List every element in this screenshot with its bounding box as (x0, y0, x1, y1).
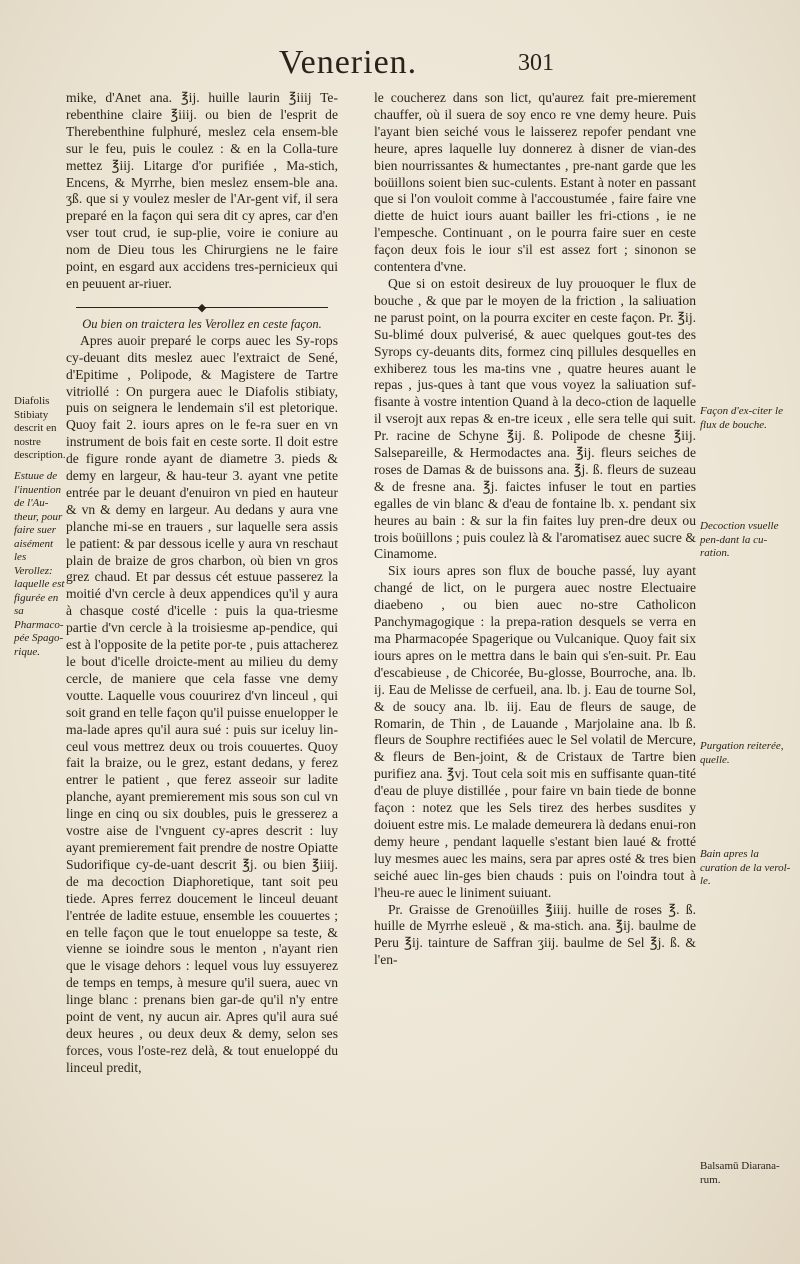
left-column (66, 90, 338, 1077)
page-number: 301 (518, 50, 554, 76)
margin-note-right-4: Bain apres la curation de la verol-le. (700, 848, 791, 887)
margin-note-right-1: Façon d'ex-citer le flux de bouche. (700, 405, 783, 431)
right-paragraph-1: le coucherez dans son lict, qu'aurez fait pre-mierement chauffer, où il suera de soy enco re vne demy heure. Puis l'ayant bien seiché vous le laisserez repofer pendant vne heure, apres laquelle luy donnerez à disner de vian-des bien nourrissantes & humectantes , pre-nant garde que les boüillons soient bien suc-culents. Estant à noter en passant que si l'on vouloit comme à l'accoustumée , faire faire vne diette de huict iours auant bailler les fri-ctions , ie ne l'empesche. Continuant , on le pourra faire suer en ceste façon deux fois le iour s'il est assez fort ; sinonon se contentera d'vne. (374, 90, 696, 275)
running-title: Venerien. (278, 44, 418, 81)
section-divider (76, 301, 328, 314)
margin-note-right-2: Decoction vsuelle pen-dant la cu-ration. (700, 520, 779, 559)
left-paragraph-2: Apres auoir preparé le corps auec les Sy-rops cy-deuant dits meslez auec l'extraict de Sené, d'Epitime , Polipode, & Magistere de Tartre vitriollé : On purgera auec le Diafolis stibiaty, puis on seignera le lendemain s'il est pletorique. Quoy fait 2. iours apres on le fe-ra suer en vn instrument de bois fait en ceste sorte. Il doit estre de figure ronde ayant de diametre 3. pieds & demy en largeur, & hau-teur 3. ayant vne petite entrée par le deuant d'enuiron vn pied en hauteur & vn & demy en largeur. Au dedans y aura vne planche mi-se en trauers , sur laquelle sera assis le patient: & par dessous icelle y aura vn reschaut plain de braize de gros charbon, où bien vn gros grez chaud. Et par dessus cét estuue passerez la moitié d'vn cercle à deux appendices qu'il y aura à chasque costé d'icelle : puis la qua-triesme partie d'vn cercle à la troisiesme ap-pendice, qui est à l'opposite de la petite por-te , puis attacherez le bout d'icelle droicte-ment au milieu du demy cercle, de maniere que cela fasse vne demy voutte. Laquelle vous couurirez d'vn linceul , qui soit grand en telle façon qu'il puisse enuelopper le ma-lade apres qu'il aura sué : puis sur iceluy lin-ceul vous mettrez deux ou trois couuertes. Quoy fait la braize, ou le grez, estant dedans, y ferez entrer le patient , que ferez asseoir sur ladite planche, ayant premierement mis sous son cul vn linge en cinq ou six doubles, puis le gresserez a vostre aise de l'vnguent cy-apres descrit : luy ayant premierement fait prendre de nostre Opiatte Sudorifique cy-de-uant descrit ℥j. ou bien ℥iiij. de ma decoction Diaphoretique, tant soit peu tiede. Apres ferrez doucement le linceul deuant l'entrée de ladite estuue, ensemble les couuertes ; en telle façon que le tout enueloppe sa teste, & vienne se ioindre sous le menton , n'ayant rien que le visage dehors : lequel vous luy essuyerez de temps en temps, à mesure qu'il suera, auec vn linge blanc : prenans bien gar-de qu'il n'y entre point de vent, ny aucun air. Apres qu'il aura sué deux heures , ou deux deux & demy, selon ses forces, vous l'oste-rez delà, & tout enueloppé du linceul predit, (66, 332, 338, 1075)
right-paragraph-3: Six iours apres son flux de bouche passé, luy ayant changé de lict, on le purgera auec nostre Electuaire diaebeno , ou bien auec no-stre Catholicon Panchymagogique : la prepa-ration desquels se verra en ma Pharmacopée Spagerique ou Vulcanique. Quoy fait six iours apres on le mettra dans le bain qui s'en-suit. Pr. Eau d'escabieuse , de Chicorée, Bu-glosse, Bourroche, ana. lb. ij. Eau de Melisse de cerfueil, ana. lb. j. Eau de tourne Sol, & de soucy ana. lb. iij. Eau de fleurs de sauge, de Romarin, de Thin , de Lauande , Marjolaine ana. lb ß. fleurs de Souphre rectifiées auec le Sel volatil de Mercure, & fleurs de Ben-joint, & de Cristaux de Tartre bien purifiez ana. ℥vj. Tout cela soit mis en suffisante quan-tité d'eau de pluye distillée , pour faire vn bain tiede de bonne façon : notez que les Sels tirez des herbes susdites y doiuent estre mis. Le malade demeurera là dedans enui-ron demy heure , pendant laquelle s'estant bien laué & frotté luy mesmes auec les mains, sera par apres osté & tres bien seiché auec lin-ges bien chauds : puis on l'oindra tout à l'heu-re auec le liniment suiuant. (374, 563, 696, 900)
margin-note-left-2: Estuue de l'inuention de l'Au-theur, pour faire suer aisément les Verollez: laquelle est figurée en sa Pharmaco-pée Spago-rique. (14, 470, 65, 658)
margin-note-right-5: Balsamū Diarana-rum. (700, 1160, 780, 1186)
right-paragraph-4: Pr. Graisse de Grenoüilles ℥iiij. huille de roses ℥. ß. huille de Myrrhe esleuë , & ma-stich. ana. ℥ij. baulme de Peru ℥ij. tainture de Saffran ʒiij. baulme de Sel ℥j. ß. & l'en- (374, 901, 696, 968)
divider-ornament-icon: ◆ (197, 301, 207, 314)
right-column (374, 90, 696, 969)
margin-note-left-1: Diafolis Stibiaty descrit en nostre description. (14, 395, 66, 461)
right-paragraph-2: Que si on estoit desireux de luy prouoquer le flux de bouche , & que par le moyen de la friction , la saliuation ne parust point, on la pourra exciter en ceste façon. Pr. ℥ij. Su-blimé doux pulverisé, & auec quelques gout-tes des Syrops cy-deuants dits, formez cinq pillules desquelles en exhiberez tous les ma-tins vne , quatre heures auant le repas , jus-ques à tant que vous voyez la saliuation suf-fisante à vostre intention Quand à la deco-ction de laquelle il vserojt aux repas & en-tre iceux , elle sera telle qui suit. Pr. racine de Schyne ℥ij. ß. Polipode de chesne ℥iij. Salsepareille, & Hermodactes ana. ℥ij. fleurs seiches de roses de Damas & de buissons ana. ℥j. ß. fleurs de suzeau & de fresne ana. ℥j. faictes infuser le tout en parties egalles de vin blanc & d'eau de fontaine lb. x. pendant six heures au bain : & sur la fin faites luy pren-dre deux ou trois boüillons ; puis coulez là & l'aromatisez auec sucre & Cinamome. (374, 275, 696, 562)
section-heading: Ou bien on traictera les Verollez en ceste façon. (82, 316, 322, 331)
page-header (0, 44, 800, 84)
margin-note-right-3: Purgation reiterée, quelle. (700, 740, 784, 766)
left-paragraph-1: mike, d'Anet ana. ℥ij. huille laurin ℥iiij Te-rebenthine claire ℥iiij. ou bien de l'esprit de Therebenthine fulphuré, meslez cela ensem-ble sur le feu, puis le coulez : & en la Colla-ture mettez ℥iij. Litarge d'or purifiée , Ma-stich, Encens, & Myrrhe, bien meslez ensem-ble ana. ʒß. que si y voulez mesler de l'Ar-gent vif, il sera preparé en la façon qui sera dit cy apres, car d'en vser tout crud, ie sup-plie, voire ie coniure au nom de Dieu tous les Chirurgiens ne le faire point, en esgard aux accidens tres-pernicieux qui en peuuent ar-riuer. (66, 90, 338, 291)
